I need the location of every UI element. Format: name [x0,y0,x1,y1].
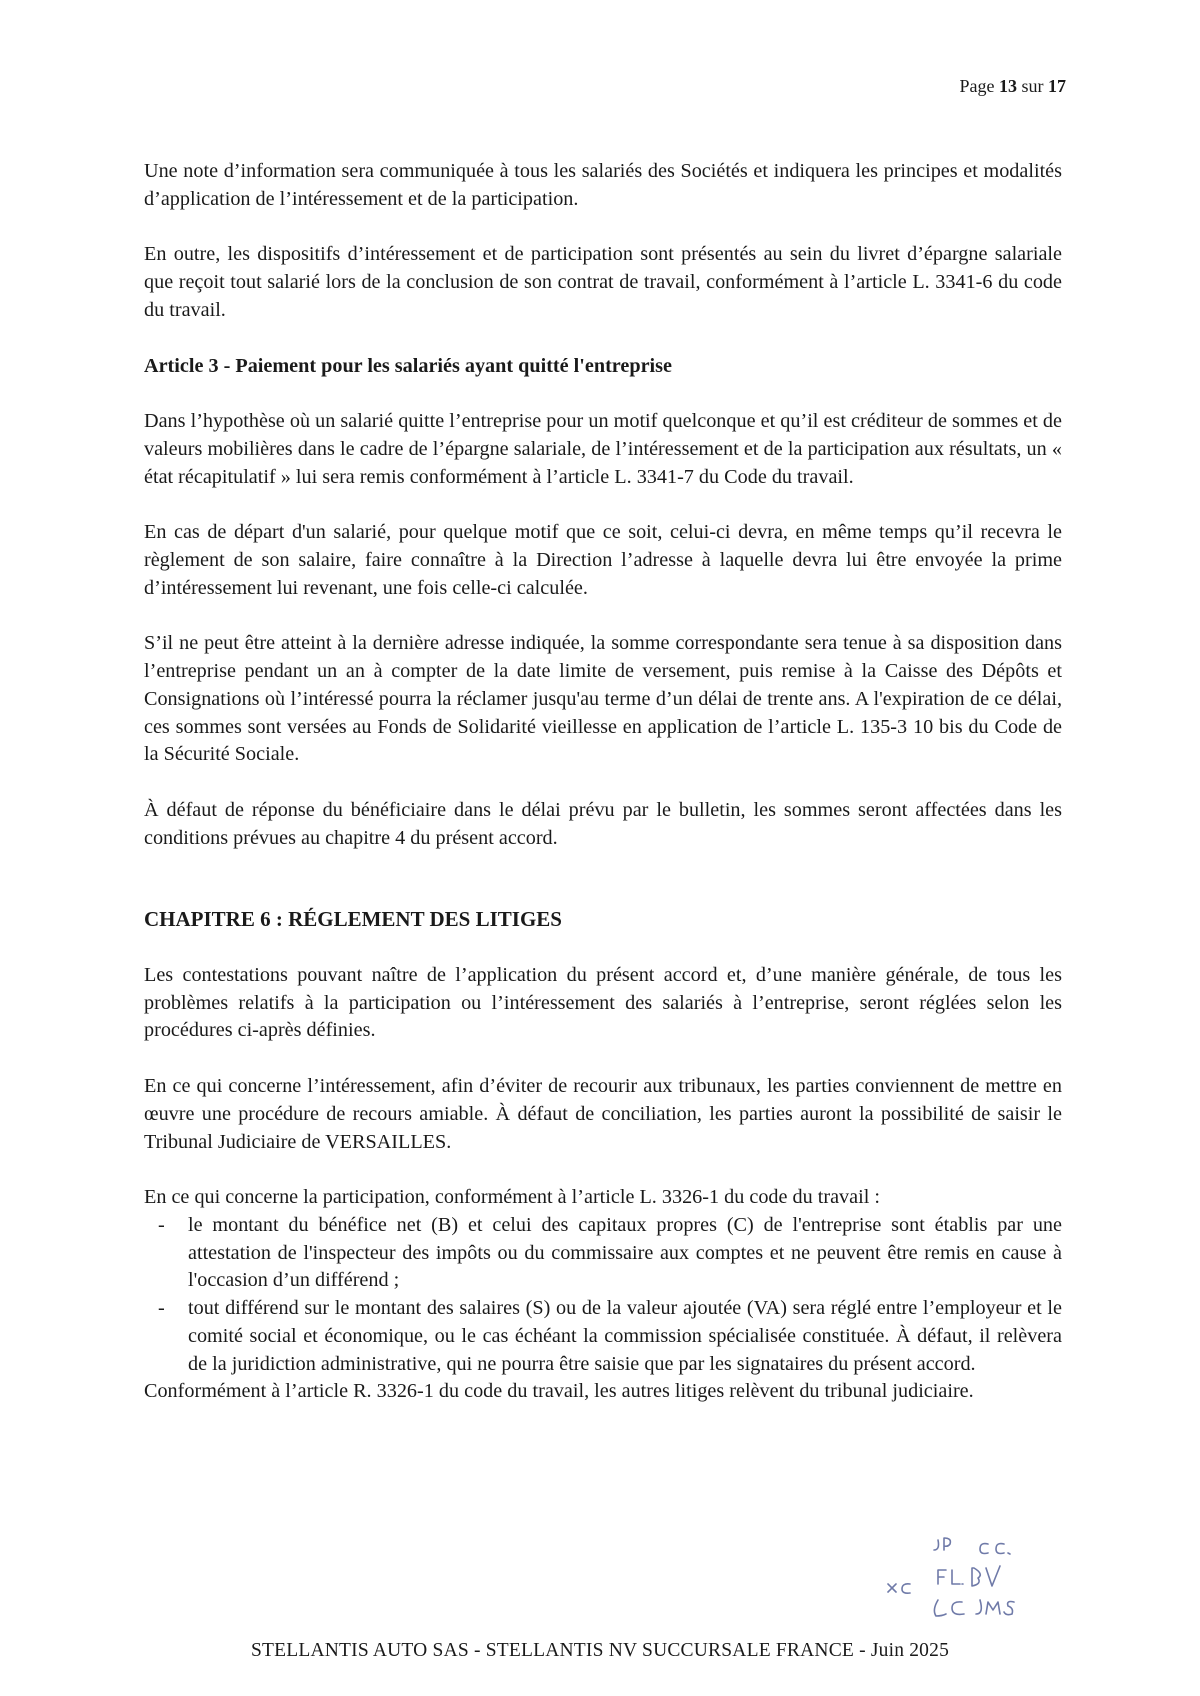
document-body [144,158,1062,1406]
page-total: 17 [1048,76,1066,96]
document-footer: STELLANTIS AUTO SAS - STELLANTIS NV SUCCURSALE FRANCE - Juin 2025 [250,1640,950,1661]
chapter-6-paragraph-2: En ce qui concerne l’intéressement, afin d’éviter de recourir aux tribunaux, les parties conviennent de mettre en œuvre une procédure de recours amiable. À défaut de conciliation, les parties auront la possibilité de saisir le Tribunal Judiciaire de VERSAILLES. [144,1075,1062,1153]
page-separator: sur [1021,76,1044,96]
initials-cc [980,1544,1010,1554]
initials-fl [938,1570,963,1584]
closing-paragraph: Conformément à l’article R. 3326-1 du code du travail, les autres litiges relèvent du tribunal judiciaire. [144,1380,974,1403]
page-current: 13 [999,76,1017,96]
article-3-paragraph-4: À défaut de réponse du bénéficiaire dans le délai prévu par le bulletin, les sommes seront affectées dans les conditions prévues au chapitre 4 du présent accord. [144,798,1062,849]
list-dash: - [158,1297,165,1320]
participation-list [144,1212,1062,1378]
initials-jms [976,1600,1014,1615]
page-number [960,76,1067,97]
list-dash: - [158,1213,165,1236]
list-item-text: le montant du bénéfice net (B) et celui des capitaux propres (C) de l'entreprise sont établis par une attestation de l'inspecteur des impôts ou du commissaire aux comptes et ne peuvent être remis en cause à l'occasion d’un différend ; [188,1213,1062,1292]
article-3-paragraph-2: En cas de départ d'un salarié, pour quelque motif que ce soit, celui-ci devra, en même temps qu’il recevra le règlement de son salaire, faire connaître à la Direction l’adresse à laquelle devra lui être envoyée la prime d’intéressement lui revenant, une fois celle-ci calculée. [144,521,1062,599]
article-3-paragraph-1: Dans l’hypothèse où un salarié quitte l’entreprise pour un motif quelconque et qu’il est créditeur de sommes et de valeurs mobilières dans le cadre de l’épargne salariale, de l’intéressement et de la participation aux résultats, un « état récapitulatif » lui sera remis conformément à l’article L. 3341-7 du Code du travail. [144,410,1062,488]
intro-paragraph-1: Une note d’information sera communiquée à tous les salariés des Sociétés et indiquera les principes et modalités d’application de l’intéressement et de la participation. [144,160,1062,210]
initials-xc [888,1584,910,1593]
list-item-text: tout différend sur le montant des salaires (S) ou de la valeur ajoutée (VA) sera réglé entre l’employeur et le comité social et économique, ou le cas échéant la commission spécialisée constituée. À défaut, il relèvera de la juridiction administrative, qui ne pourra être saisie que par les signataires du présent accord. [188,1297,1062,1375]
chapter-6-heading: CHAPITRE 6 : RÉGLEMENT DES LITIGES [144,907,562,932]
initials-bv [972,1566,1000,1586]
list-item [144,1295,1062,1378]
chapter-6-paragraph-1: Les contestations pouvant naître de l’application du présent accord et, d’une manière générale, de tous les problèmes relatifs à la participation ou l’intéressement des salariés à l’entreprise, seront réglées selon les procédures ci-après définies. [144,964,1062,1042]
initials-lc [934,1600,964,1616]
article-3-paragraph-3: S’il ne peut être atteint à la dernière adresse indiquée, la somme correspondante sera tenue à sa disposition dans l’entreprise pendant un an à compter de la date limite de versement, puis remise à la Caisse des Dépôts et Consignations où l’intéressé pourra la réclamer jusqu'au terme d’un délai de trente ans. A l'expiration de ce délai, ces sommes sont versées au Fonds de Solidarité vieillesse en application de l’article L. 135-3 10 bis du Code de la Sécurité Sociale. [144,632,1062,766]
initials-jp [934,1538,950,1550]
page-label: Page [959,76,995,96]
article-3-heading: Article 3 - Paiement pour les salariés ayant quitté l'entreprise [144,354,672,377]
participation-intro: En ce qui concerne la participation, conformément à l’article L. 3326-1 du code du travail : [144,1186,880,1209]
intro-paragraph-2: En outre, les dispositifs d’intéressement et de participation sont présentés au sein du livret d’épargne salariale que reçoit tout salarié lors de la conclusion de son contrat de travail, conformément à l’article L. 3341-6 du code du travail. [144,243,1062,321]
handwritten-initials [880,1528,1040,1638]
list-item [144,1212,1062,1295]
